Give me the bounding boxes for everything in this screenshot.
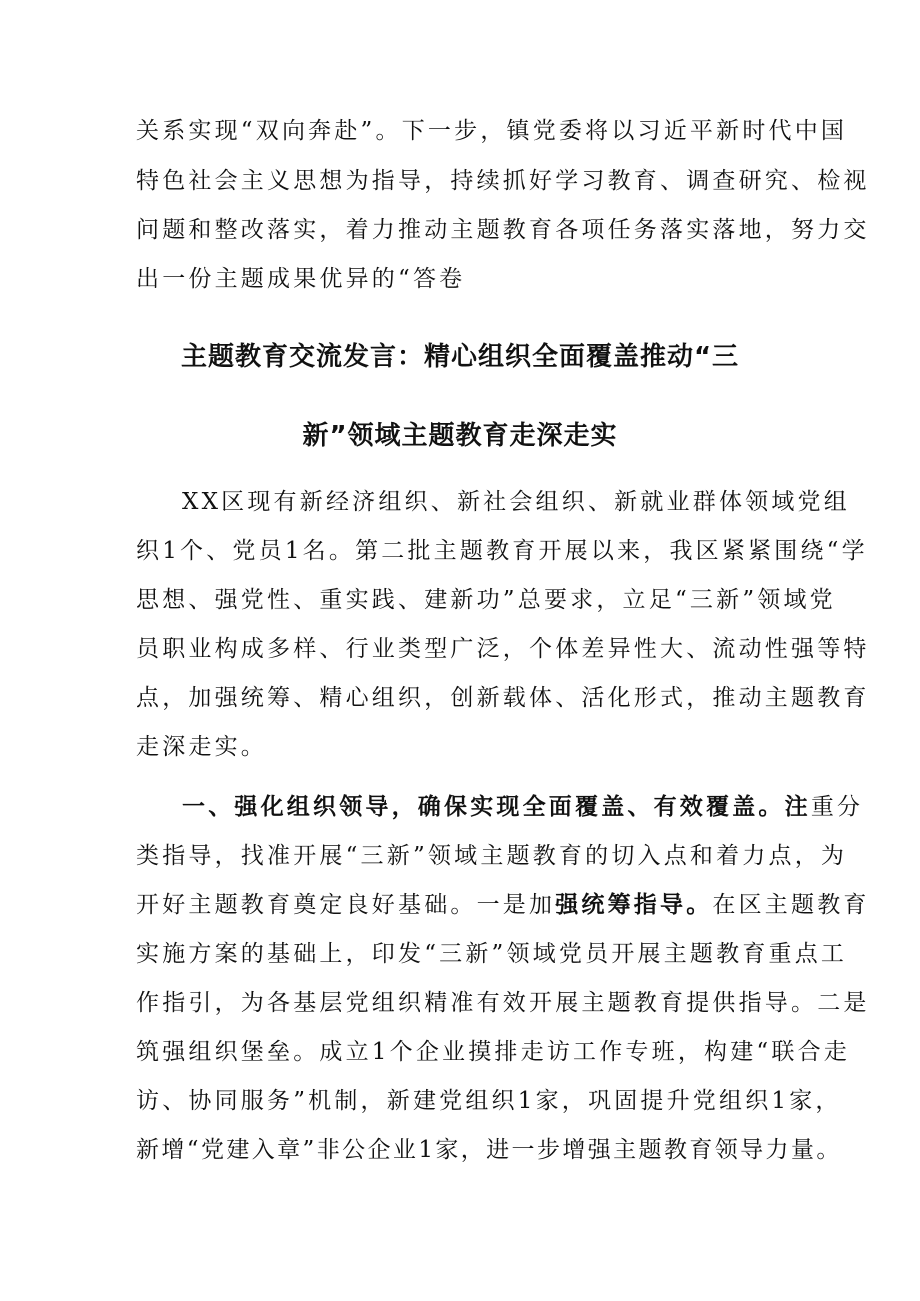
section1-line-3-pre: 开好主题教育奠定良好基础。一是加 [136, 892, 556, 918]
paragraph1-line-2: 织1个、党员1名。第二批主题教育开展以来，我区紧紧围绕“学 [136, 538, 868, 564]
paragraph1-line-4: 员职业构成多样、行业类型广泛，个体差异性大、流动性强等特 [136, 636, 870, 662]
intro-line-4: 出一份主题成果优异的“答卷 [136, 266, 466, 292]
section1-heading-line [182, 792, 863, 822]
intro-line-2: 特色社会主义思想为指导，持续抓好学习教育、调查研究、检视 [136, 168, 870, 194]
section1-line-7: 访、协同服务”机制，新建党组织1家，巩固提升党组织1家， [136, 1088, 842, 1114]
section1-heading: 一、强化组织领导，确保实现全面覆盖、有效覆盖。注 [182, 794, 811, 820]
section1-line-8: 新增“党建入章”非公企业1家，进一步增强主题教育领导力量。 [136, 1137, 842, 1163]
section1-line-5: 作指引，为各基层党组织精准有效开展主题教育提供指导。二是 [136, 990, 870, 1016]
paragraph1-line-3: 思想、强党性、重实践、建新功”总要求，立足“三新”领域党 [136, 587, 836, 613]
section1-line-3 [136, 890, 870, 920]
paragraph1-line-1: XX区现有新经济组织、新社会组织、新就业群体领域党组 [182, 489, 850, 515]
intro-line-3: 问题和整改落实，着力推动主题教育各项任务落实落地，努力交 [136, 217, 870, 243]
section1-line-3-post: 在区主题教育 [712, 892, 870, 918]
intro-line-1: 关系实现“双向奔赴”。下一步，镇党委将以习近平新时代中国 [136, 118, 848, 144]
paragraph1-line-5: 点，加强统筹、精心组织，创新载体、活化形式，推动主题教育 [136, 685, 870, 711]
section1-line-2: 类指导，找准开展“三新”领域主题教育的切入点和着力点，为 [136, 843, 848, 869]
paragraph1-line-6: 走深走实。 [136, 734, 267, 760]
article-title-line-2: 新”领域主题教育走深走实 [302, 421, 618, 451]
section1-line-3-bold: 强统筹指导。 [555, 892, 713, 918]
section1-line-4: 实施方案的基础上，印发“三新”领域党员开展主题教育重点工 [136, 941, 848, 967]
article-title-line-1: 主题教育交流发言：精心组织全面覆盖推动“三 [180, 342, 740, 372]
section1-heading-tail: 重分 [810, 794, 864, 820]
section1-line-6: 筑强组织堡垒。成立1个企业摸排走访工作专班，构建“联合走 [136, 1039, 850, 1065]
